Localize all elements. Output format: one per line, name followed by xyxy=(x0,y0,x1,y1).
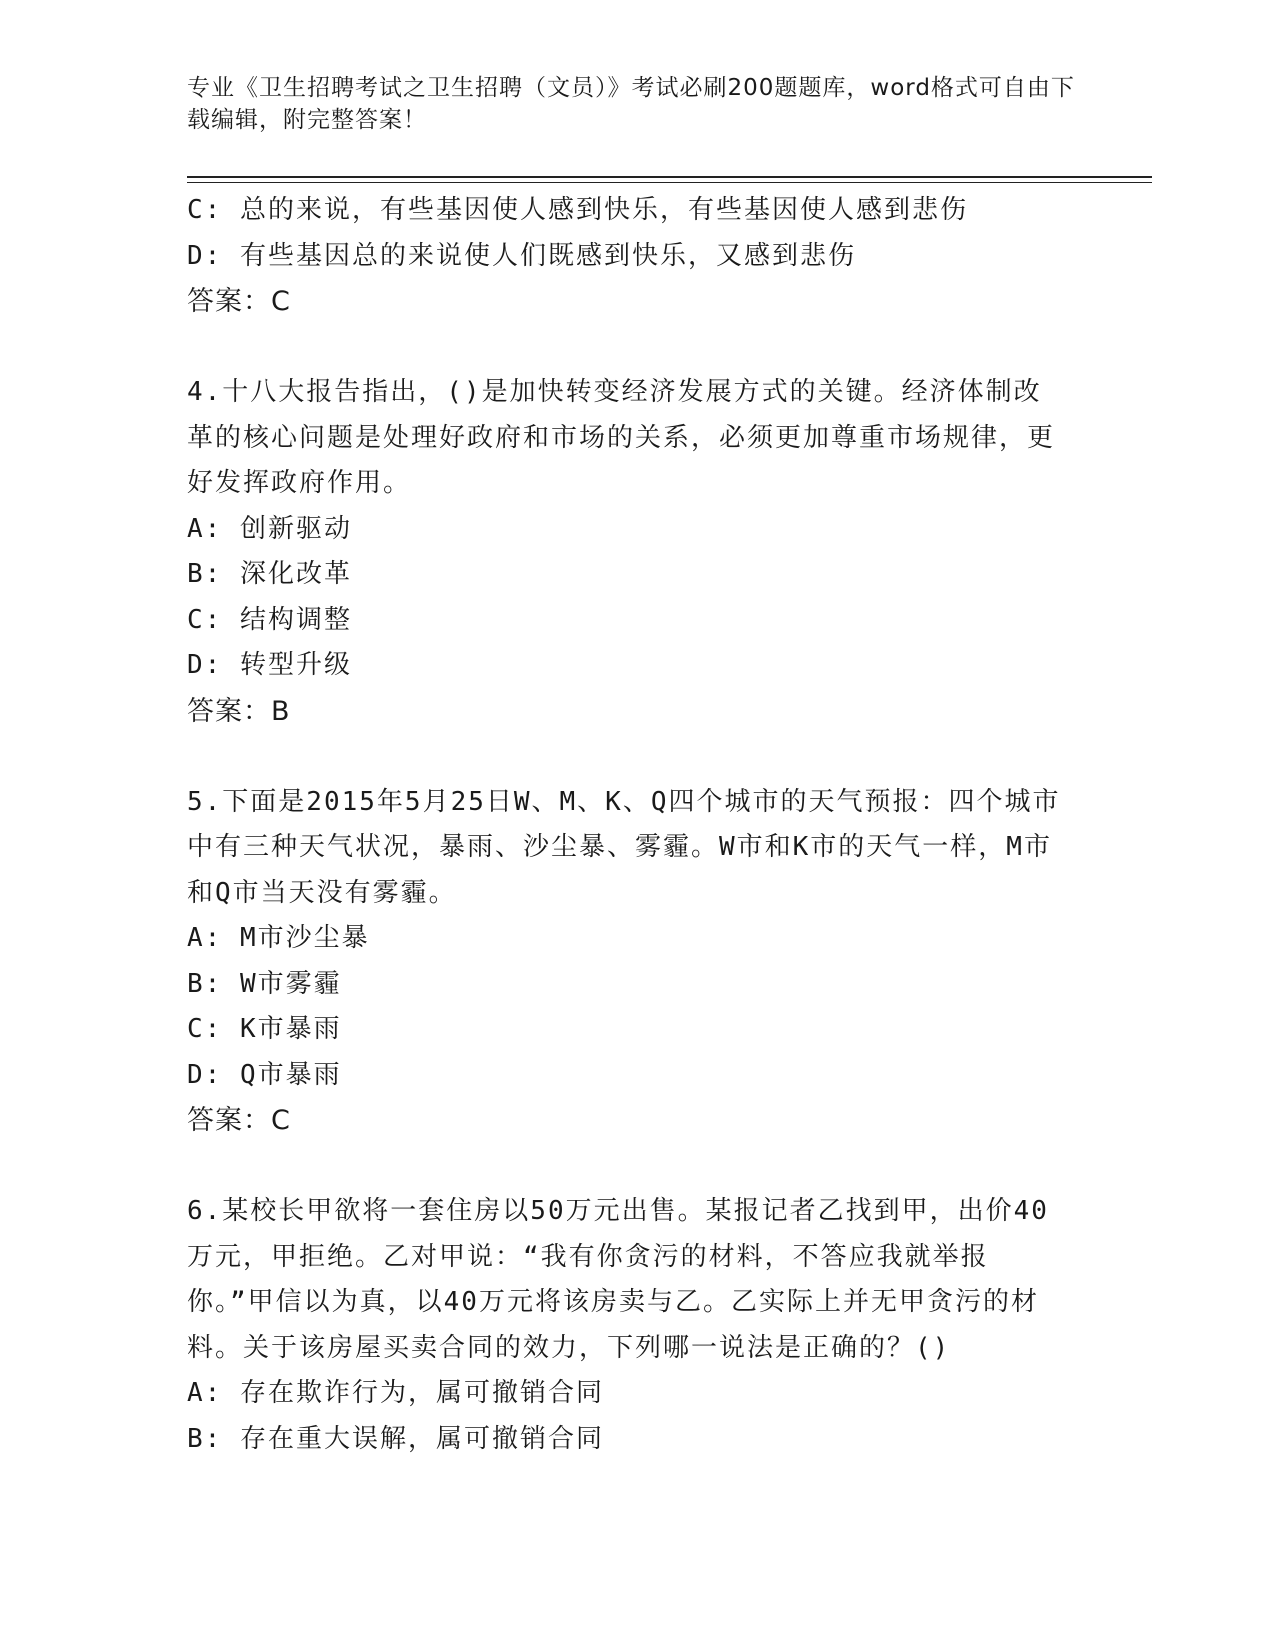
option-c: C: 总的来说，有些基因使人感到快乐，有些基因使人感到悲伤 xyxy=(187,195,968,225)
option-c: C: K市暴雨 xyxy=(187,1014,342,1044)
spacer xyxy=(187,1144,1087,1190)
answer-line: 答案：B xyxy=(187,695,291,727)
question-4 xyxy=(187,370,1087,734)
spacer xyxy=(187,325,1087,371)
question-text: 6.某校长甲欲将一套住房以50万元出售。某报记者乙找到甲，出价40万元，甲拒绝。乙对甲说：“我有你贪污的材料，不答应我就举报你。”甲信以为真，以40万元将该房卖与乙。乙实际上并无甲贪污的材料。关于该房屋买卖合同的效力，下列哪一说法是正确的？() xyxy=(187,1196,1049,1363)
header-divider xyxy=(187,176,1152,178)
option-d: D: 转型升级 xyxy=(187,650,352,680)
question-5 xyxy=(187,780,1087,1144)
header-divider-thin xyxy=(187,182,1152,183)
option-d: D: Q市暴雨 xyxy=(187,1059,342,1090)
previous-question xyxy=(187,188,1087,325)
option-a: A: M市沙尘暴 xyxy=(187,923,370,953)
answer-line: 答案：C xyxy=(187,286,291,317)
document-body xyxy=(187,188,1087,1462)
option-b: B: 深化改革 xyxy=(187,559,352,589)
option-b: B: W市雾霾 xyxy=(187,968,342,999)
option-a: A: 存在欺诈行为，属可撤销合同 xyxy=(187,1378,604,1408)
document-header: 专业《卫生招聘考试之卫生招聘（文员）》考试必刷200题题库，word格式可自由下载编辑，附完整答案！ xyxy=(187,75,1075,133)
option-c: C: 结构调整 xyxy=(187,604,352,635)
option-b: B: 存在重大误解，属可撤销合同 xyxy=(187,1423,604,1454)
spacer xyxy=(187,734,1087,780)
question-text: 5.下面是2015年5月25日W、M、K、Q四个城市的天气预报：四个城市中有三种天气状况，暴雨、沙尘暴、雾霾。W市和K市的天气一样，M市和Q市当天没有雾霾。 xyxy=(187,786,1061,908)
question-text: 4.十八大报告指出，()是加快转变经济发展方式的关键。经济体制改革的核心问题是处理好政府和市场的关系，必须更加尊重市场规律，更好发挥政府作用。 xyxy=(187,377,1056,498)
option-d: D: 有些基因总的来说使人们既感到快乐，又感到悲伤 xyxy=(187,240,856,271)
option-a: A: 创新驱动 xyxy=(187,513,352,544)
answer-line: 答案：C xyxy=(187,1105,291,1136)
question-6 xyxy=(187,1189,1087,1462)
